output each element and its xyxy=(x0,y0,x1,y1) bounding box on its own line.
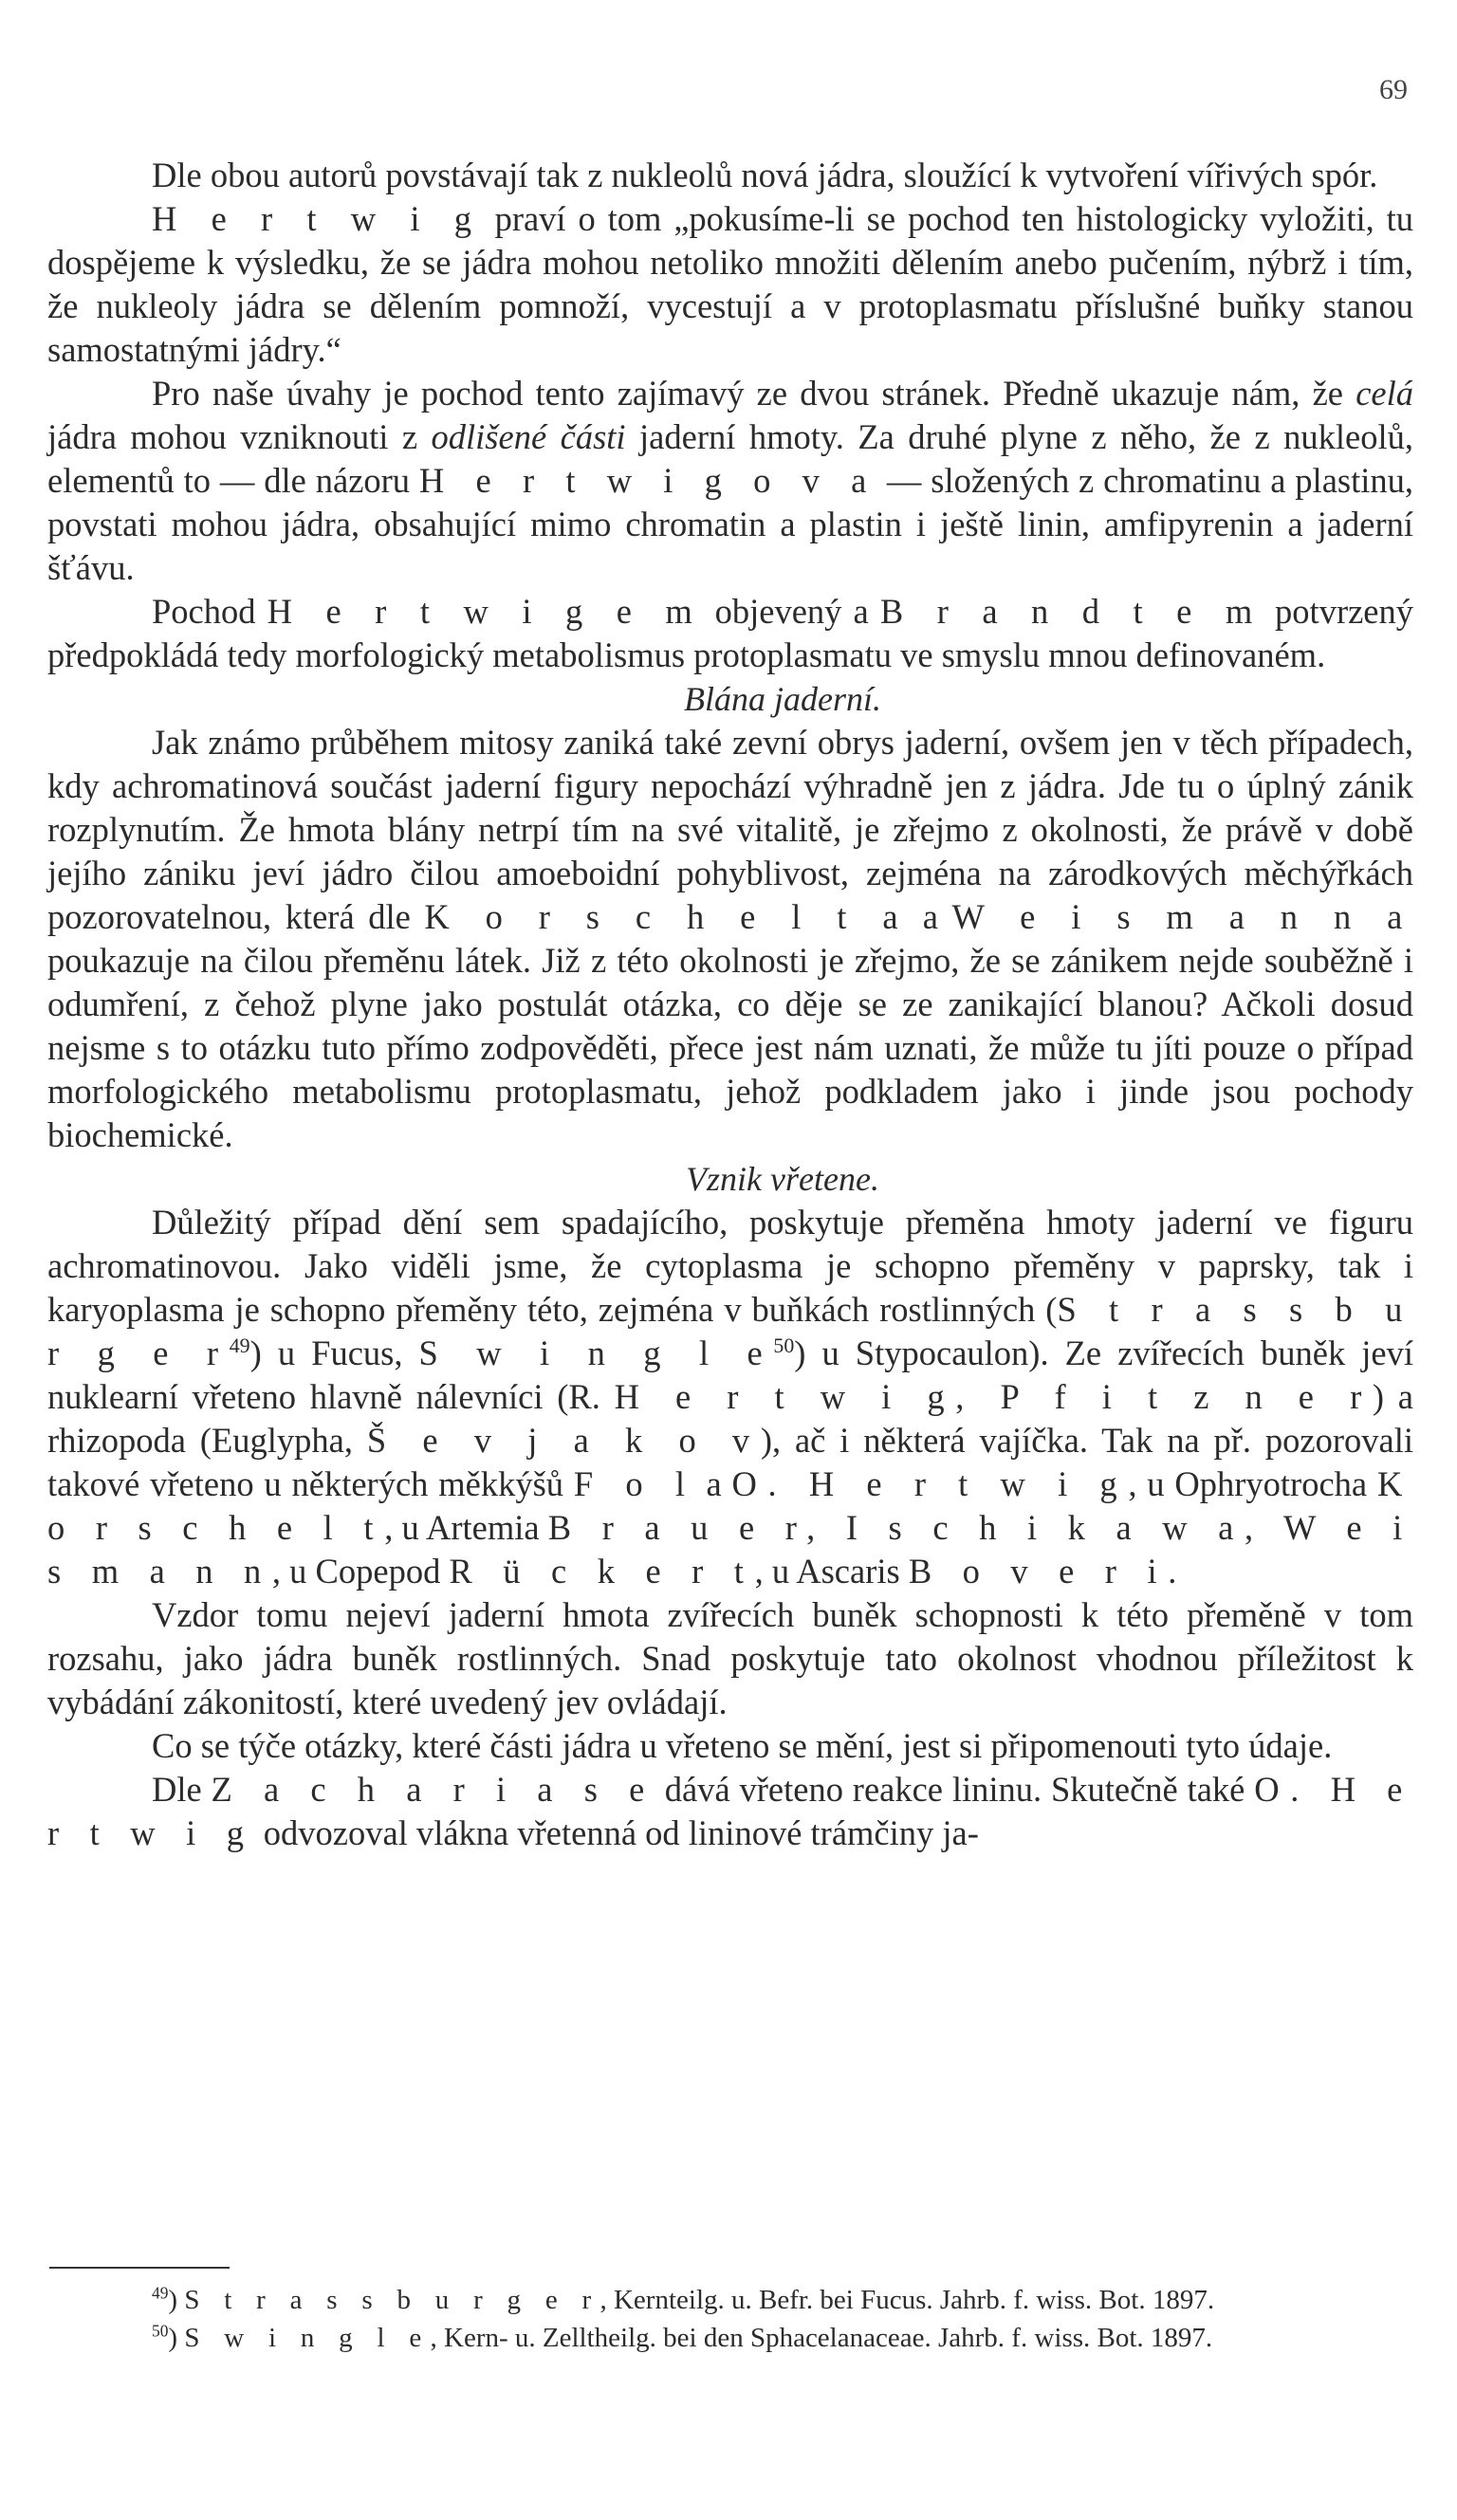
text-run: , u Ophryotrocha xyxy=(1128,1464,1377,1503)
author-name: K o r s c h e l t xyxy=(47,1464,1413,1547)
text-run: ), ač i některá vajíčka. Tak na př. pozorovali takové vřeteno u některých měkkýšů xyxy=(47,1421,1413,1503)
paragraph-8: Co se týče otázky, které části jádra u vřeteno se mění, jest si připomenouti tyto údaje. xyxy=(152,1726,1333,1765)
text-run: jádra mohou vzniknouti z xyxy=(47,417,432,456)
author-name: S w i n g l e xyxy=(418,1334,774,1372)
text-run: Pochod xyxy=(152,592,267,631)
text-run: objevený a xyxy=(703,592,880,631)
emphasis: odlišené části xyxy=(431,417,626,456)
paragraph-5 xyxy=(47,721,1413,1157)
author-name: O. H e r t w i g xyxy=(47,1770,1414,1852)
body-text xyxy=(47,154,1413,1855)
author-name: B r a u e r, I s c h i k a w a, W e i s m a n n xyxy=(47,1508,1414,1591)
text-run: a xyxy=(909,897,952,936)
footnote-divider xyxy=(49,2267,230,2269)
paragraph-3 xyxy=(47,372,1413,590)
text-run: ) u Fucus, xyxy=(249,1334,419,1372)
author-name: F o l xyxy=(573,1464,696,1503)
text-run: dává vřeteno reakce lininu. Skutečně také xyxy=(655,1770,1255,1809)
text-run: poukazuje na čilou přeměnu látek. Již z této okolnosti je zřejmo, že se zánikem nejde souběžně i odumření, z čehož plyne jako postulát otázka, co děje se ze zanikající blanou? Ačkoli dosud nejsme s to otázku tuto přímo zodpověděti, přece jest nám uznati, že může tu jíti pouze o případ morfologického metabolismu protoplasmatu, jehož podkladem jako i jinde jsou pochody biochemické. xyxy=(47,941,1413,1154)
footnote-number: 50 xyxy=(152,2321,169,2341)
text-run: . xyxy=(1168,1552,1177,1591)
text-run: a xyxy=(695,1464,732,1503)
author-name: O. H e r t w i g xyxy=(731,1464,1129,1503)
text-run: potvrzený předpokládá tedy morfologický metabolismus protoplasmatu ve smyslu mnou definovaném. xyxy=(47,592,1414,674)
text-run: ) xyxy=(168,2285,185,2315)
footnote-number: 49 xyxy=(152,2283,169,2303)
text-run: , u Artemia xyxy=(384,1508,548,1547)
text-run: , u Ascaris xyxy=(754,1552,909,1591)
emphasis: celá xyxy=(1356,374,1413,413)
footnote-50 xyxy=(47,2319,1413,2357)
paragraph-1: Dle obou autorů povstávají tak z nukleolů nová jádra, sloužící k vytvoření vířivých spór. xyxy=(152,156,1378,194)
section-heading: Blána jaderní. xyxy=(684,680,881,718)
text-run: praví o tom „pokusíme-li se pochod ten histologicky vyložiti, tu dospějeme k výsledku, že se jádra mohou netoliko množiti dělením anebo pučením, nýbrž i tím, že nukleoly jádra se dělením pomnoží, vycestují a v protoplasmatu příslušné buňky stanou samostatnými jádry.“ xyxy=(47,199,1413,369)
text-run: jaderní hmoty. Za druhé plyne z něho, že z nukleolů, elementů to — dle názoru xyxy=(47,417,1413,500)
author-name: H e r t w i g, P f i t z n e r xyxy=(614,1377,1373,1416)
text-run: , u Copepod xyxy=(271,1552,450,1591)
author-name: Š e v j a k o v xyxy=(366,1421,761,1460)
text-run: ) u Stypocaulon). Ze zvířecích buněk jeví nuklearní vřeteno hlavně nálevníci (R. xyxy=(47,1334,1413,1416)
author-name: S t r a s s b u r g e r xyxy=(47,1290,1413,1372)
text-run: odvozoval vlákna vřetenná od lininové trámčiny ja- xyxy=(254,1813,979,1852)
footnote-ref[interactable]: 50 xyxy=(773,1333,795,1357)
text-run: — složených z chromatinu a plastinu, povstati mohou jádra, obsahující mimo chromatin a plastin i ještě linin, amfipyrenin a jaderní šťávu. xyxy=(47,461,1414,587)
author-name: R ü c k e r t xyxy=(449,1552,755,1591)
text-run: Dle xyxy=(152,1770,212,1809)
author-name: W e i s m a n n a xyxy=(951,897,1413,936)
text-run: Důležitý případ dění sem spadajícího, poskytuje přeměna hmoty jaderní ve figuru achromatinovou. Jako viděli jsme, že cytoplasma je schopno přeměny v paprsky, tak i karyoplasma je schopno přeměny této, zejména v buňkách rostlinných ( xyxy=(47,1203,1413,1329)
author-name: H e r t w i g o v a xyxy=(418,461,877,500)
footnotes xyxy=(47,2281,1413,2357)
paragraph-7: Vzdor tomu nejeví jaderní hmota zvířecích buněk schopnosti k této přeměně v tom rozsahu, jako jádra buněk rostlinných. Snad poskytuje tato okolnost vhodnou příležitost k vybádání zákonitostí, které uvedený jev ovládají. xyxy=(47,1595,1413,1721)
section-heading: Vznik vřetene. xyxy=(686,1160,879,1198)
text-run: Pro naše úvahy je pochod tento zajímavý ze dvou stránek. Předně ukazuje nám, že xyxy=(152,374,1356,413)
author-name: K o r s c h e l t a xyxy=(424,897,910,936)
text-run: ) xyxy=(168,2323,185,2353)
page-number: 69 xyxy=(1379,74,1408,105)
text-run: , Kernteilg. u. Befr. bei Fucus. Jahrb. f. wiss. Bot. 1897. xyxy=(599,2285,1215,2315)
author-name: S w i n g l e xyxy=(184,2323,431,2353)
author-name: B o v e r i xyxy=(908,1552,1169,1591)
footnote-49 xyxy=(47,2281,1413,2319)
author-name: Z a c h a r i a s e xyxy=(211,1770,655,1809)
paragraph-6 xyxy=(47,1201,1413,1593)
author-name: H e r t w i g e m xyxy=(267,592,704,631)
paragraph-9 xyxy=(47,1768,1413,1855)
text-run: ) a rhizopoda (Euglypha, xyxy=(47,1377,1413,1460)
author-name: B r a n d t e m xyxy=(879,592,1263,631)
author-name: S t r a s s b u r g e r xyxy=(184,2285,600,2315)
text-run: , Kern- u. Zelltheilg. bei den Sphacelanaceae. Jahrb. f. wiss. Bot. 1897. xyxy=(430,2323,1213,2353)
paragraph-4 xyxy=(47,590,1413,677)
author-name: H e r t w i g xyxy=(152,199,483,238)
text-run: Jak známo průběhem mitosy zaniká také zevní obrys jaderní, ovšem jen v těch případech, kdy achromatinová součást jaderní figury nepochází výhradně jen z jádra. Jde tu o úplný zánik rozplynutím. Že hmota blány netrpí tím na své vitalitě, je zřejmo z okolnosti, že právě v době jejího zániku jeví jádro čilou amoeboidní pohyblivost, zejména na zárodkových měchýřkách pozorovatelnou, která dle xyxy=(47,723,1413,936)
footnote-ref[interactable]: 49 xyxy=(229,1333,250,1357)
paragraph-2 xyxy=(47,197,1413,372)
